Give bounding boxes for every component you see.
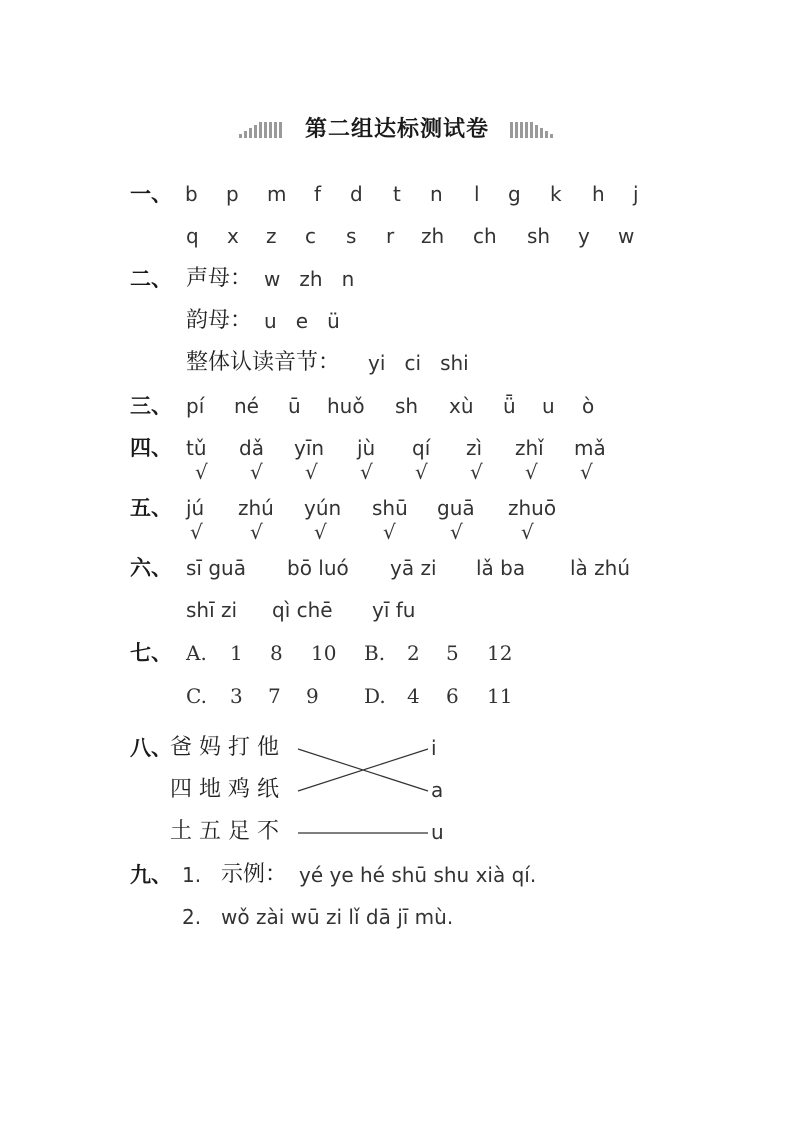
q1-letter: k [550,182,562,206]
q5-item: jú [186,496,205,520]
q1-letter: f [314,182,322,206]
q1-letter: sh [527,224,551,248]
q5-item: guā [437,496,475,520]
check-mark: √ [470,460,483,484]
q6-word: yī fu [372,598,416,622]
q9-item2 [0,903,794,931]
option-c-value: 3 [230,684,243,708]
question-7-number: 七、 [130,641,172,665]
question-6-number: 六、 [130,556,172,580]
q9-item2-text: wǒ zài wū zi lǐ dā jī mù. [221,905,454,929]
question-9-number: 九、 [130,863,172,887]
match-left-item: 四 地 鸡 纸 [170,777,279,802]
q1-letter: c [305,224,316,248]
question-5-number: 五、 [130,496,172,520]
q4-item: mǎ [574,436,606,460]
check-mark: √ [250,460,263,484]
q3-item: ò [582,394,595,418]
q3-item: pí [186,394,205,418]
q4-item: tǔ [186,436,207,460]
q1-letter: l [474,182,480,206]
q5-item: yún [304,496,342,520]
q3-item: ū [288,394,301,418]
q1-letter: p [226,182,239,206]
option-b-label: B. [364,641,386,665]
q1-letter: d [350,182,363,206]
q9-item1-number: 1. [182,863,202,887]
check-mark: √ [195,460,208,484]
option-b-value: 2 [407,641,420,665]
option-d-value: 11 [487,684,513,708]
match-right-item: i [431,736,437,760]
q4-item: yīn [294,436,325,460]
question-2-number: 二、 [130,267,172,291]
q9-example-label: 示例： [221,862,288,887]
q5-item: zhú [238,496,274,520]
q1-letter: zh [421,224,445,248]
q6-word: sī guā [186,556,246,580]
q5-item: zhuō [508,496,557,520]
q9-item1-text: yé ye hé shū shu xià qí. [299,863,537,887]
q9-item1 [0,861,794,889]
zhengti-label: 整体认读音节： [186,350,341,375]
q3-item: ǖ [503,394,516,418]
check-mark: √ [525,460,538,484]
check-mark: √ [190,520,203,544]
match-left-item: 爸 妈 打 他 [170,735,279,760]
q3-item: xù [449,394,474,418]
match-right-item: u [431,820,444,844]
shengmu-answer: w zh n [264,267,355,291]
option-d-label: D. [364,684,386,708]
q4-item: zì [466,436,483,460]
option-a-label: A. [186,641,207,665]
check-mark: √ [383,520,396,544]
q1-letter: t [393,182,401,206]
yunmu-label: 韵母： [186,308,253,333]
option-a-value: 8 [270,641,283,665]
q1-letter: ch [473,224,497,248]
match-right-item: a [431,778,444,802]
check-mark: √ [521,520,534,544]
yunmu-answer: u e ü [264,309,340,333]
option-c-label: C. [186,684,207,708]
q1-letter: w [618,224,635,248]
q1-letter: h [592,182,605,206]
q4-item: dǎ [239,436,264,460]
q1-letter: r [386,224,395,248]
q1-letter: q [186,224,199,248]
check-mark: √ [450,520,463,544]
check-mark: √ [415,460,428,484]
shengmu-label: 声母： [186,266,253,291]
q1-letter: m [267,182,287,206]
question-8-number: 八、 [130,736,172,760]
q6-word: lǎ ba [476,556,526,580]
q1-letter: z [266,224,277,248]
q4-item: zhǐ [515,436,544,460]
option-d-value: 4 [407,684,420,708]
q3-item: sh [395,394,419,418]
option-b-value: 12 [487,641,513,665]
q1-letter: b [185,182,198,206]
check-mark: √ [250,520,263,544]
question-1-number: 一、 [130,182,172,206]
q6-word: shī zi [186,598,238,622]
question-3-number: 三、 [130,394,172,418]
q3-item: né [234,394,259,418]
check-mark: √ [360,460,373,484]
option-d-value: 6 [446,684,459,708]
q3-item: huǒ [327,394,365,418]
match-left-item: 土 五 足 不 [170,819,279,844]
q1-letter: x [227,224,239,248]
q6-word: bō luó [287,556,349,580]
option-c-value: 7 [268,684,281,708]
q1-letter: n [430,182,443,206]
check-mark: √ [314,520,327,544]
option-b-value: 5 [446,641,459,665]
option-a-value: 10 [311,641,337,665]
question-4-number: 四、 [130,436,172,460]
q1-letter: g [508,182,521,206]
q1-letter: y [578,224,590,248]
option-c-value: 9 [306,684,319,708]
q6-word: là zhú [570,556,631,580]
q4-item: qí [412,436,431,460]
q1-letter: j [633,182,639,206]
check-mark: √ [580,460,593,484]
q3-item: u [542,394,555,418]
q6-word: qì chē [272,598,333,622]
q6-word: yā zi [390,556,437,580]
q4-item: jù [357,436,376,460]
q5-item: shū [372,496,408,520]
zhengti-answer: yi ci shi [368,351,469,375]
q1-letter: s [346,224,357,248]
q9-item2-number: 2. [182,905,202,929]
check-mark: √ [305,460,318,484]
page-title: 第二组达标测试卷 [304,117,489,142]
option-a-value: 1 [230,641,243,665]
